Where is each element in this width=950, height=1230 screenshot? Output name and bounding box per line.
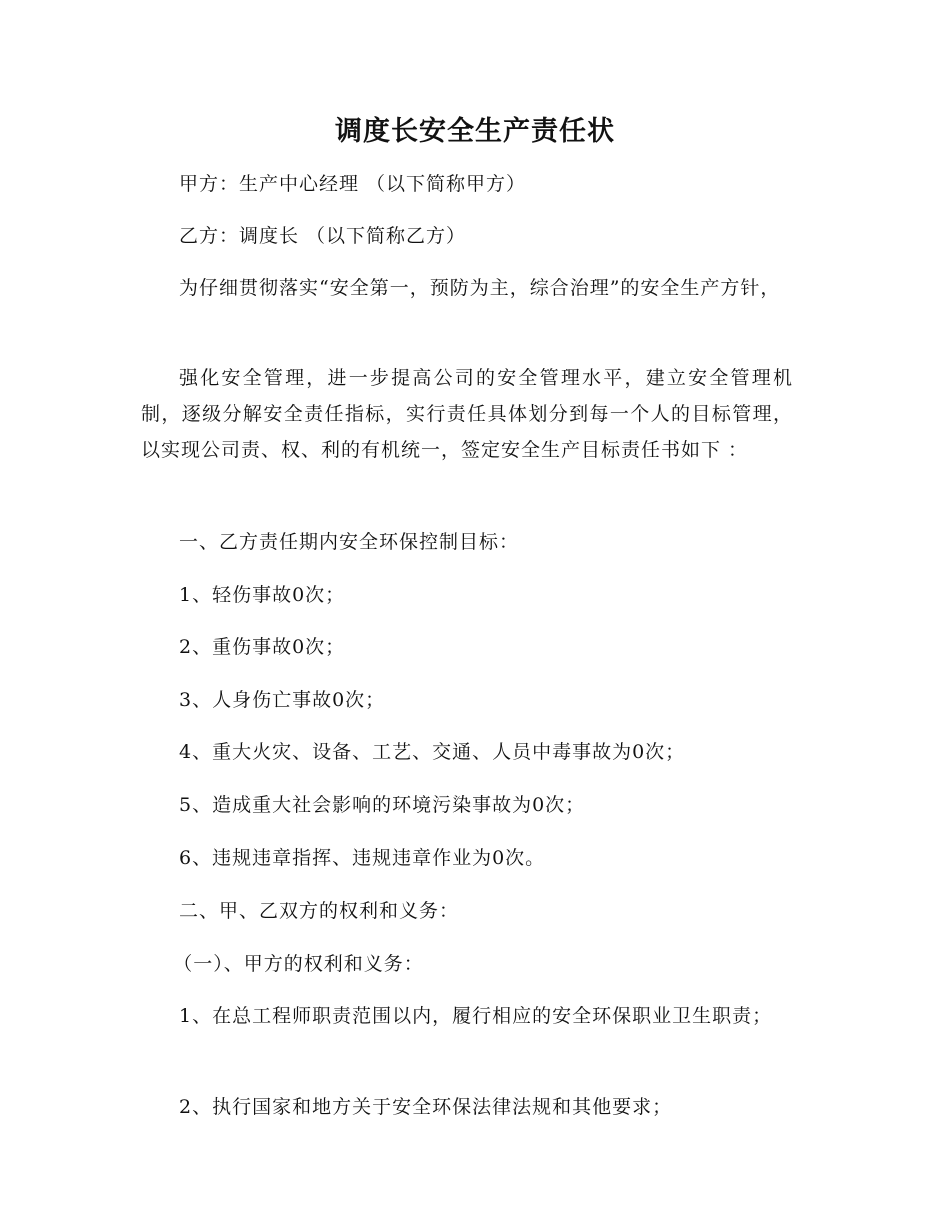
target-item-2: 2、重伤事故0次； — [179, 636, 346, 658]
section-heading-targets: 一、乙方责任期内安全环保控制目标： — [179, 531, 520, 553]
paragraph-party-b: 乙方：调度长 （以下简称乙方） — [179, 225, 467, 247]
target-item-3: 3、人身伤亡事故0次； — [179, 689, 386, 711]
target-item-6: 6、违规违章指挥、违规违章作业为0次。 — [179, 847, 546, 869]
document-title: 调度长安全生产责任状 — [335, 116, 615, 147]
paragraph-policy: 为仔细贯彻落实“安全第一，预防为主，综合治理”的安全生产方针， — [179, 277, 781, 299]
target-item-5: 5、造成重大社会影响的环境污染事故为0次； — [179, 794, 586, 816]
section-heading-rights: 二、甲、乙双方的权利和义务： — [179, 900, 460, 922]
rights-item-1: 1、在总工程师职责范围以内，履行相应的安全环保职业卫生职责； — [179, 1005, 773, 1027]
target-item-1: 1、轻伤事故0次； — [179, 584, 346, 606]
paragraph-party-a: 甲方：生产中心经理 （以下简称甲方） — [179, 173, 527, 195]
target-item-4: 4、重大火灾、设备、工艺、交通、人员中毒事故为0次； — [179, 741, 686, 763]
rights-item-2: 2、执行国家和地方关于安全环保法律法规和其他要求； — [179, 1096, 673, 1118]
paragraph-management: 强化安全管理，进一步提高公司的安全管理水平，建立安全管理机制，逐级分解安全责任指标，实行责任具体划分到每一个人的目标管理，以实现公司责、权、利的有机统一，签定安全生产目标责任书如下 ： — [141, 367, 793, 461]
subsection-heading-party-a: （一）、甲方的权利和义务： — [173, 953, 424, 975]
